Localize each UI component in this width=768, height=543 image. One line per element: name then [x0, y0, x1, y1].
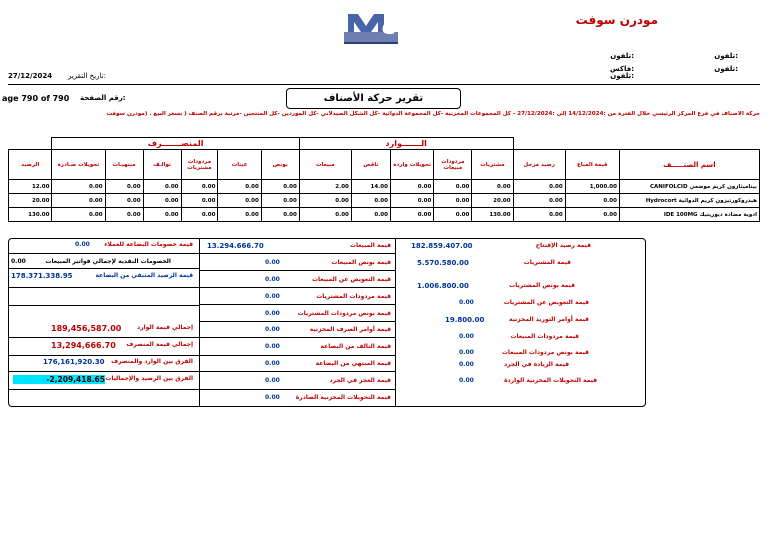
company-name: مودرن سوفت [575, 13, 658, 27]
col-transfers-out: تحويلات صـادرة [52, 150, 105, 180]
cell-samples: 0.00 [218, 194, 261, 208]
cell-transfers-in: 0.00 [390, 180, 433, 194]
outgoing-group-header: المنصـــــــرف [52, 138, 299, 150]
cell-carried: 0.00 [513, 194, 565, 208]
cell-samples: 0.00 [218, 180, 261, 194]
cell-purchases: 130.00 [472, 208, 513, 222]
cell-bonus: 0.00 [261, 194, 299, 208]
items-table [8, 137, 760, 222]
cell-carried: 0.00 [513, 180, 565, 194]
cell-purchase-returns: 0.00 [181, 180, 218, 194]
col-sales-returns: مردودات مبيعات [434, 150, 472, 180]
cell-sales: 0.00 [299, 194, 351, 208]
cell-sales-returns: 0.00 [434, 208, 472, 222]
company-logo [340, 10, 402, 46]
cell-purchases: 0.00 [472, 180, 513, 194]
report-date-label: تاريخ التقرير: [68, 72, 106, 80]
header-divider [8, 84, 760, 85]
report-description: حركة الأصناف في فرع المركز الرئيسي خلال الفترة من :14/12/2024 إلى :27/12/2024 - كل المجموعات المخزنية -كل المجموعة الدوائية -كل الشكل الصيدلاني -كل الموردين -كل المنتجين -مرتبة برقم الصنف ( بسعر البيع . (مودرن سوفت [106, 111, 760, 117]
phone-label-2: تلفون: [610, 52, 634, 60]
col-balance: الرصيد [9, 150, 52, 180]
cell-expired: 0.00 [105, 180, 143, 194]
cell-bonus: 0.00 [261, 180, 299, 194]
report-title: تقرير حركة الأصناف [286, 88, 461, 109]
cell-shortage: 0.00 [351, 208, 390, 222]
cell-transfers-out: 0.00 [52, 180, 105, 194]
cell-sale-value: 1,000.00 [565, 180, 619, 194]
col-samples: عينات [218, 150, 261, 180]
cell-damaged: 0.00 [143, 208, 181, 222]
col-bonus: بونص [261, 150, 299, 180]
cell-transfers-out: 0.00 [52, 194, 105, 208]
cell-item-name: بيتاميثازون كريم موضعي CANIFOLCID [619, 180, 759, 194]
cell-purchase-returns: 0.00 [181, 208, 218, 222]
column-header-row [9, 150, 760, 180]
page-label: رقم الصفحة: [80, 94, 126, 102]
cell-sales-returns: 0.00 [434, 194, 472, 208]
cell-purchases: 20.00 [472, 194, 513, 208]
summary-divider-2 [395, 239, 396, 406]
cell-sales: 0.00 [299, 208, 351, 222]
table-row [9, 194, 760, 208]
cell-balance: 12.00 [9, 180, 52, 194]
col-damaged: توالـف [143, 150, 181, 180]
incoming-group-header: الـــــــوارد [299, 138, 513, 150]
cell-sales: 2.00 [299, 180, 351, 194]
phone-label-3: تلفون: [714, 65, 738, 73]
cell-damaged: 0.00 [143, 180, 181, 194]
cell-sale-value: 0.00 [565, 194, 619, 208]
report-date: 27/12/2024 [8, 72, 53, 80]
page-number: age 790 of 790 [2, 94, 70, 103]
cell-purchase-returns: 0.00 [181, 194, 218, 208]
cell-samples: 0.00 [218, 208, 261, 222]
cell-carried: 0.00 [513, 208, 565, 222]
col-purchases: مشتريات [472, 150, 513, 180]
table-row [9, 208, 760, 222]
summary-divider-1 [199, 239, 200, 406]
cell-transfers-in: 0.00 [390, 208, 433, 222]
cell-transfers-out: 0.00 [52, 208, 105, 222]
cell-damaged: 0.00 [143, 194, 181, 208]
col-sale-value: قيمة المباع [565, 150, 619, 180]
cell-transfers-in: 0.00 [390, 194, 433, 208]
col-purchase-returns: مردودات مشتريات [181, 150, 218, 180]
cell-balance: 20.00 [9, 194, 52, 208]
summary-box: قيمة خصومات البضاعة للعملاء 0.00 الخصومات النقدية لإجمالي فواتير المبيعات 0.00 قيمة الرصيد المتبقي من البضاعة 178.371.338.95 إجمالي قيمة الوارد 189,456,587.00 إجمالي قيمة المنصرف 13,294,666.70 الفرق بين الوارد والمنصرف 176,161,920.30 الفرق بين الرصيد والإجماليات -2,209,418.65 13.294.666.70 قيمة المبيعات 0.00 قيمة بونص المبيعات 0.00 قيمة التعويض عن المبيعات 0.00 قيمة مردودات المشتريات 0.00 قيمة بونص مردودات المشتريات 0.00 قيمة أوامر الصرف المخزنية 0.00 قيمة التالف من البضاعة 0.00 قيمة المنتهي من البضاعة 0.00 قيمة العجز في الجرد 0.00 قيمة التحويلات المخزنية الصادرة 182.859.407.00 قيمة رصيد الإفتتاح 5.570.580.00 قيمة المشتريات 1.006.800.00 قيمة بونص المشتريات 0.00 قيمة التعويض عن المشتريات 19.800.00 قيمة أوامر التوريد المخزنية 0.00 قيمة مردودات المبيعات 0.00 قيمة بونص مردودات المبيعات 0.00 قيمة الزيادة في الجرد 0.00 قيمة التحويلات المخزنية الواردة [8, 238, 646, 407]
cell-item-name: هيدروكورتيزون كريم الدوائية Hydrocort [619, 194, 759, 208]
cell-item-name: ادوية مضادة ديوريتيك IDE 100MG [619, 208, 759, 222]
cell-expired: 0.00 [105, 208, 143, 222]
table-row [9, 180, 760, 194]
cell-expired: 0.00 [105, 194, 143, 208]
cell-sale-value: 0.00 [565, 208, 619, 222]
col-shortage: ناقص [351, 150, 390, 180]
fax-label: فاكس: [610, 65, 634, 73]
col-carried-balance: رصيد مرحل [513, 150, 565, 180]
group-header-row [9, 138, 760, 150]
phone-label-1: تلفون: [714, 52, 738, 60]
phone-label-4: تلفون: [610, 72, 634, 80]
cell-sales-returns: 0.00 [434, 180, 472, 194]
cell-bonus: 0.00 [261, 208, 299, 222]
col-item-name: اسم الصنـــــف [619, 150, 759, 180]
cell-shortage: 14.00 [351, 180, 390, 194]
cell-shortage: 0.00 [351, 194, 390, 208]
col-expired: منتهيـات [105, 150, 143, 180]
col-transfers-in: تحويلات واردة [390, 150, 433, 180]
cell-balance: 130.00 [9, 208, 52, 222]
col-sales: مبيعات [299, 150, 351, 180]
